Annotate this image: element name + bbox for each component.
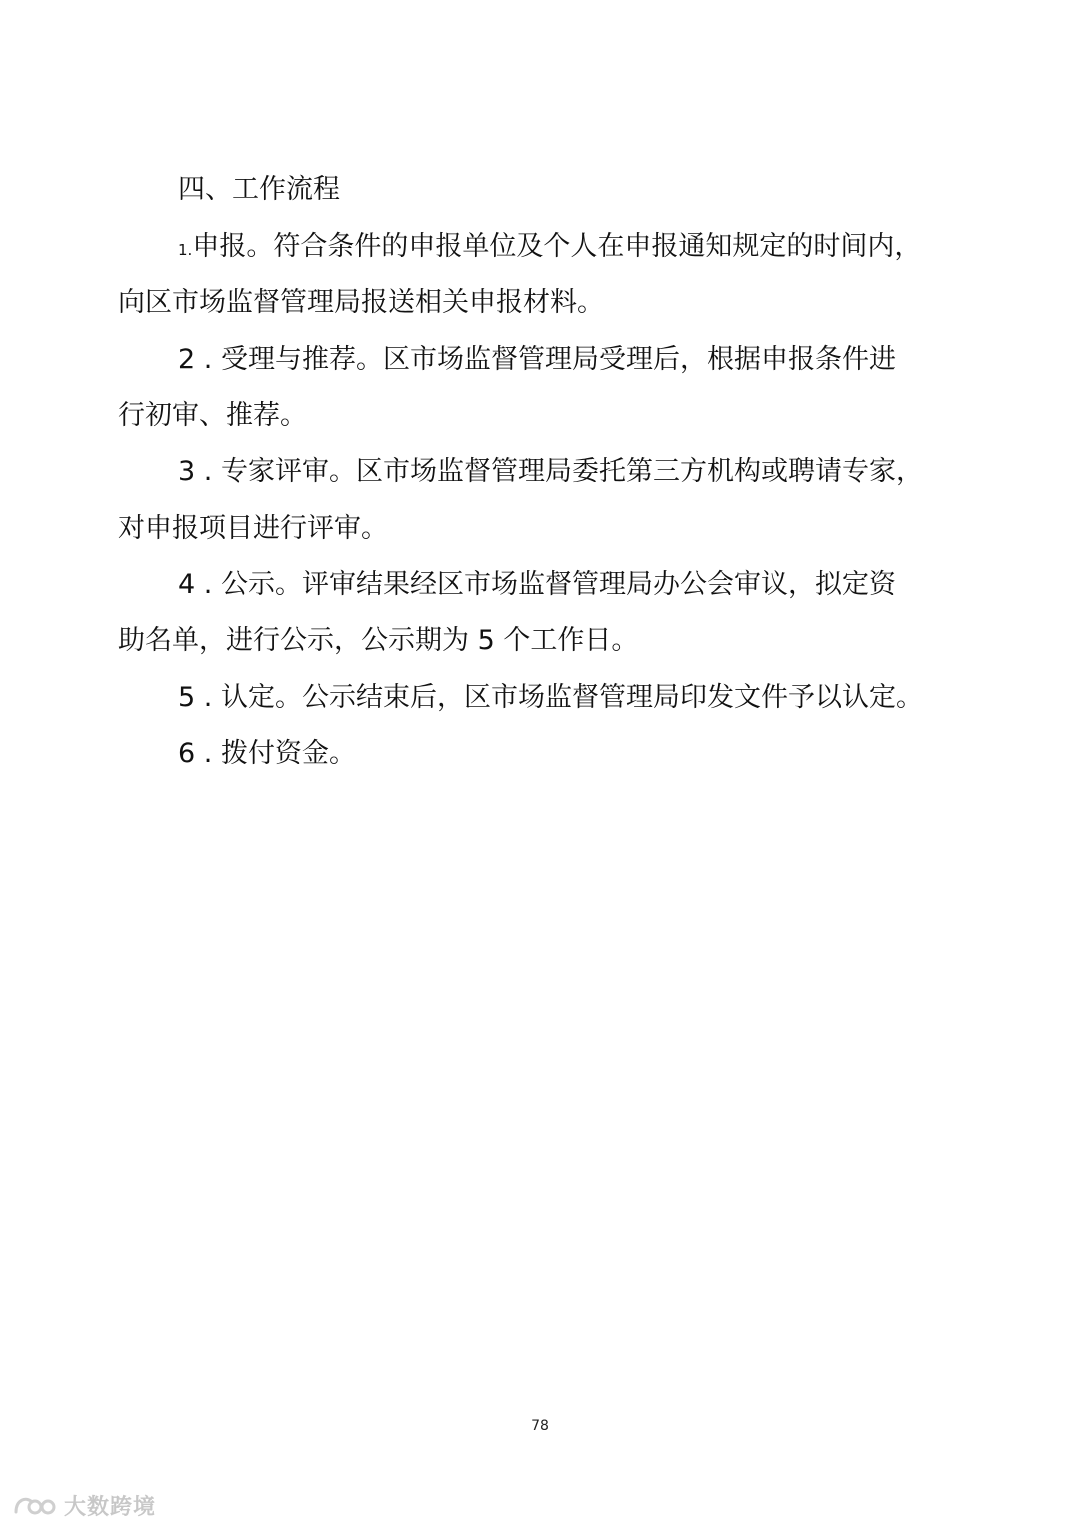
- list-item-3-separator: .: [203, 456, 213, 487]
- list-item-4-number: 4: [178, 569, 196, 600]
- list-item-3-number: 3: [178, 456, 196, 487]
- list-item-4-line2: 助名单，进行公示，公示期为 5 个工作日。: [118, 625, 639, 656]
- section-heading: 四、工作流程: [178, 174, 340, 205]
- list-item-2-text: 受理与推荐。区市场监督管理局受理后，根据申报条件进: [220, 344, 896, 375]
- list-item-1-line1: [178, 227, 921, 270]
- list-item-3-text: 专家评审。区市场监督管理局委托第三方机构或聘请专家，: [220, 456, 923, 487]
- list-item-6-separator: .: [203, 738, 213, 769]
- list-item-1-text: 申报。符合条件的申报单位及个人在申报通知规定的时间内，: [192, 231, 922, 262]
- list-item-2-line1: [178, 340, 896, 380]
- page-number: 78: [531, 1418, 549, 1434]
- list-item-1-line2: 向区市场监督管理局报送相关申报材料。: [118, 287, 604, 318]
- list-item-4-separator: .: [203, 569, 213, 600]
- list-item-3-line1: [178, 452, 923, 492]
- list-item-4-line1: [178, 565, 896, 605]
- watermark-text: 大数跨境: [64, 1494, 157, 1520]
- list-item-5-separator: .: [203, 682, 213, 713]
- watermark: [12, 1490, 156, 1520]
- list-item-2-number: 2: [178, 344, 196, 375]
- list-item-2-separator: .: [203, 344, 213, 375]
- list-item-5-text: 认定。公示结束后，区市场监督管理局印发文件予以认定。: [220, 682, 923, 713]
- list-item-6-line1: [178, 734, 356, 774]
- list-item-4-text: 公示。评审结果经区市场监督管理局办公会审议，拟定资: [220, 569, 896, 600]
- list-item-1-separator: .: [187, 241, 193, 259]
- watermark-logo-icon: [12, 1492, 58, 1518]
- list-item-6-number: 6: [178, 738, 196, 769]
- list-item-1-number: 1: [178, 241, 188, 259]
- list-item-5-line1: [178, 678, 923, 718]
- list-item-2-line2: 行初审、推荐。: [118, 400, 307, 431]
- list-item-3-line2: 对申报项目进行评审。: [118, 513, 388, 544]
- list-item-5-number: 5: [178, 682, 196, 713]
- list-item-6-text: 拨付资金。: [220, 738, 356, 769]
